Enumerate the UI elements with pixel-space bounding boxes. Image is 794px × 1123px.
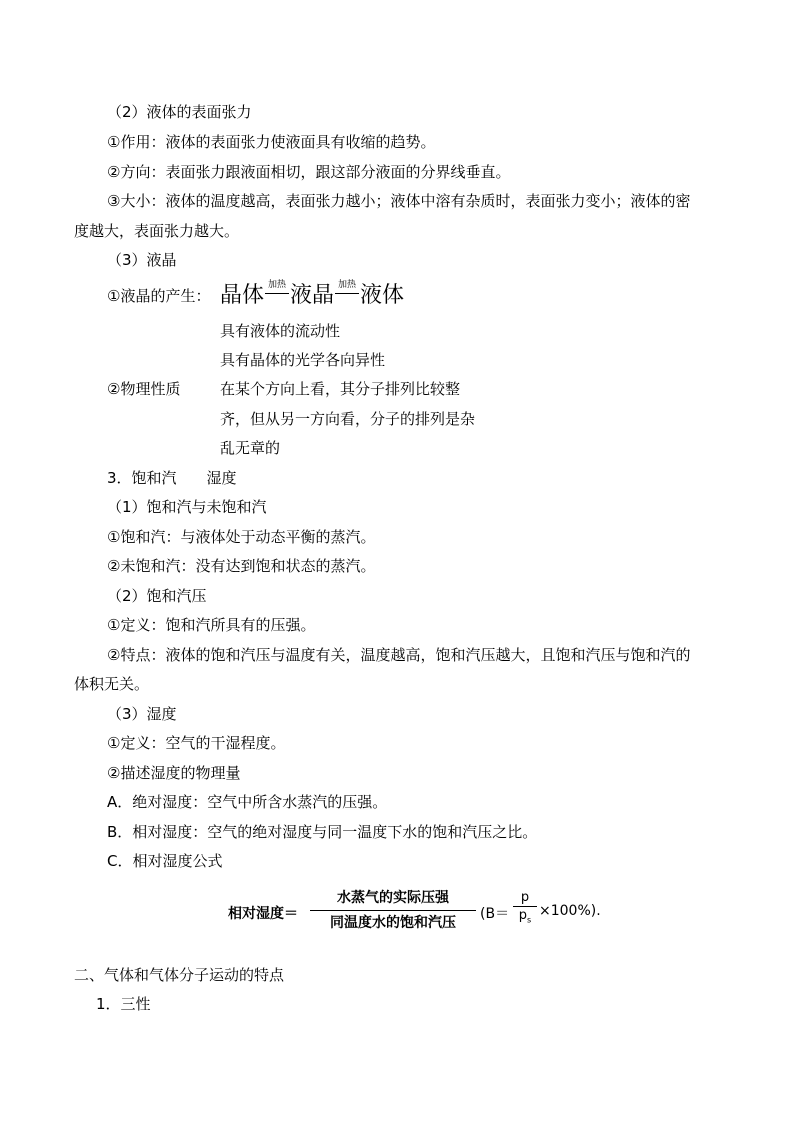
arrow-condition: 加热 xyxy=(268,280,287,290)
text-line: （3）湿度 xyxy=(107,705,177,723)
text-line: ①定义：空气的干湿程度。 xyxy=(107,734,286,752)
text-line: ①定义：饱和汽所具有的压强。 xyxy=(107,616,316,634)
text-line: ②方向：表面张力跟液面相切，跟这部分液面的分界线垂直。 xyxy=(107,163,511,181)
text-line: 度越大，表面张力越大。 xyxy=(74,222,240,240)
text-line: （2）饱和汽压 xyxy=(107,587,207,605)
section-heading: 二、气体和气体分子运动的特点 xyxy=(74,966,285,984)
text-line: C．相对湿度公式 xyxy=(107,852,223,870)
text-line: B．相对湿度：空气的绝对湿度与同一温度下水的饱和汽压之比。 xyxy=(107,823,538,841)
formula-label: 相对湿度＝ xyxy=(228,906,298,922)
arrow-condition: 加热 xyxy=(338,280,357,290)
text-line: ②特点：液体的饱和汽压与温度有关，温度越高，饱和汽压越大，且饱和汽压与饱和汽的 xyxy=(107,646,691,664)
process-liquid: 液体 xyxy=(360,283,405,308)
physical-property-label: ②物理性质 xyxy=(107,380,181,398)
section-heading: 3．饱和汽 湿度 xyxy=(107,469,237,487)
text-line: 1．三性 xyxy=(96,995,151,1013)
property-line: 齐，但从另一方向看，分子的排列是杂 xyxy=(220,410,476,428)
text-line: 体积无关。 xyxy=(74,675,150,693)
formula-fraction xyxy=(310,888,476,933)
text-line: ②未饱和汽：没有达到饱和状态的蒸汽。 xyxy=(107,557,376,575)
text-line: ①液晶的产生： xyxy=(107,287,211,305)
text-line: （1）饱和汽与未饱和汽 xyxy=(107,498,267,516)
property-line: 在某个方向上看，其分子排列比较整 xyxy=(220,380,461,398)
text-line: ③大小：液体的温度越高，表面张力越小；液体中溶有杂质时，表面张力变小；液体的密 xyxy=(107,192,691,210)
heading-liquid-crystal: （3）液晶 xyxy=(107,251,177,269)
process-crystal: 晶体 xyxy=(220,283,265,308)
text-line: A．绝对湿度：空气中所含水蒸汽的压强。 xyxy=(107,793,388,811)
text-line: ①饱和汽：与液体处于动态平衡的蒸汽。 xyxy=(107,528,376,546)
mini-denominator-sub: s xyxy=(527,915,532,925)
formula-denominator: 同温度水的饱和汽压 xyxy=(330,915,456,931)
phase-process xyxy=(220,280,405,309)
formula-tail: ×100%). xyxy=(539,903,601,919)
formula-mini-fraction xyxy=(513,890,537,925)
property-line: 具有液体的流动性 xyxy=(220,322,341,340)
mini-denominator: p xyxy=(518,908,528,923)
formula-numerator: 水蒸气的实际压强 xyxy=(337,890,449,906)
mini-numerator: p xyxy=(520,890,530,905)
process-liquid-crystal: 液晶 xyxy=(290,283,335,308)
text-line: ②描述湿度的物理量 xyxy=(107,764,241,782)
heating-arrow xyxy=(265,280,289,308)
text-line: ①作用：液体的表面张力使液面具有收缩的趋势。 xyxy=(107,133,436,151)
property-line: 乱无章的 xyxy=(220,439,281,457)
heading-surface-tension: （2）液体的表面张力 xyxy=(107,103,252,121)
property-line: 具有晶体的光学各向异性 xyxy=(220,351,386,369)
heating-arrow xyxy=(335,280,359,308)
formula-paren-open: (B＝ xyxy=(480,906,510,922)
